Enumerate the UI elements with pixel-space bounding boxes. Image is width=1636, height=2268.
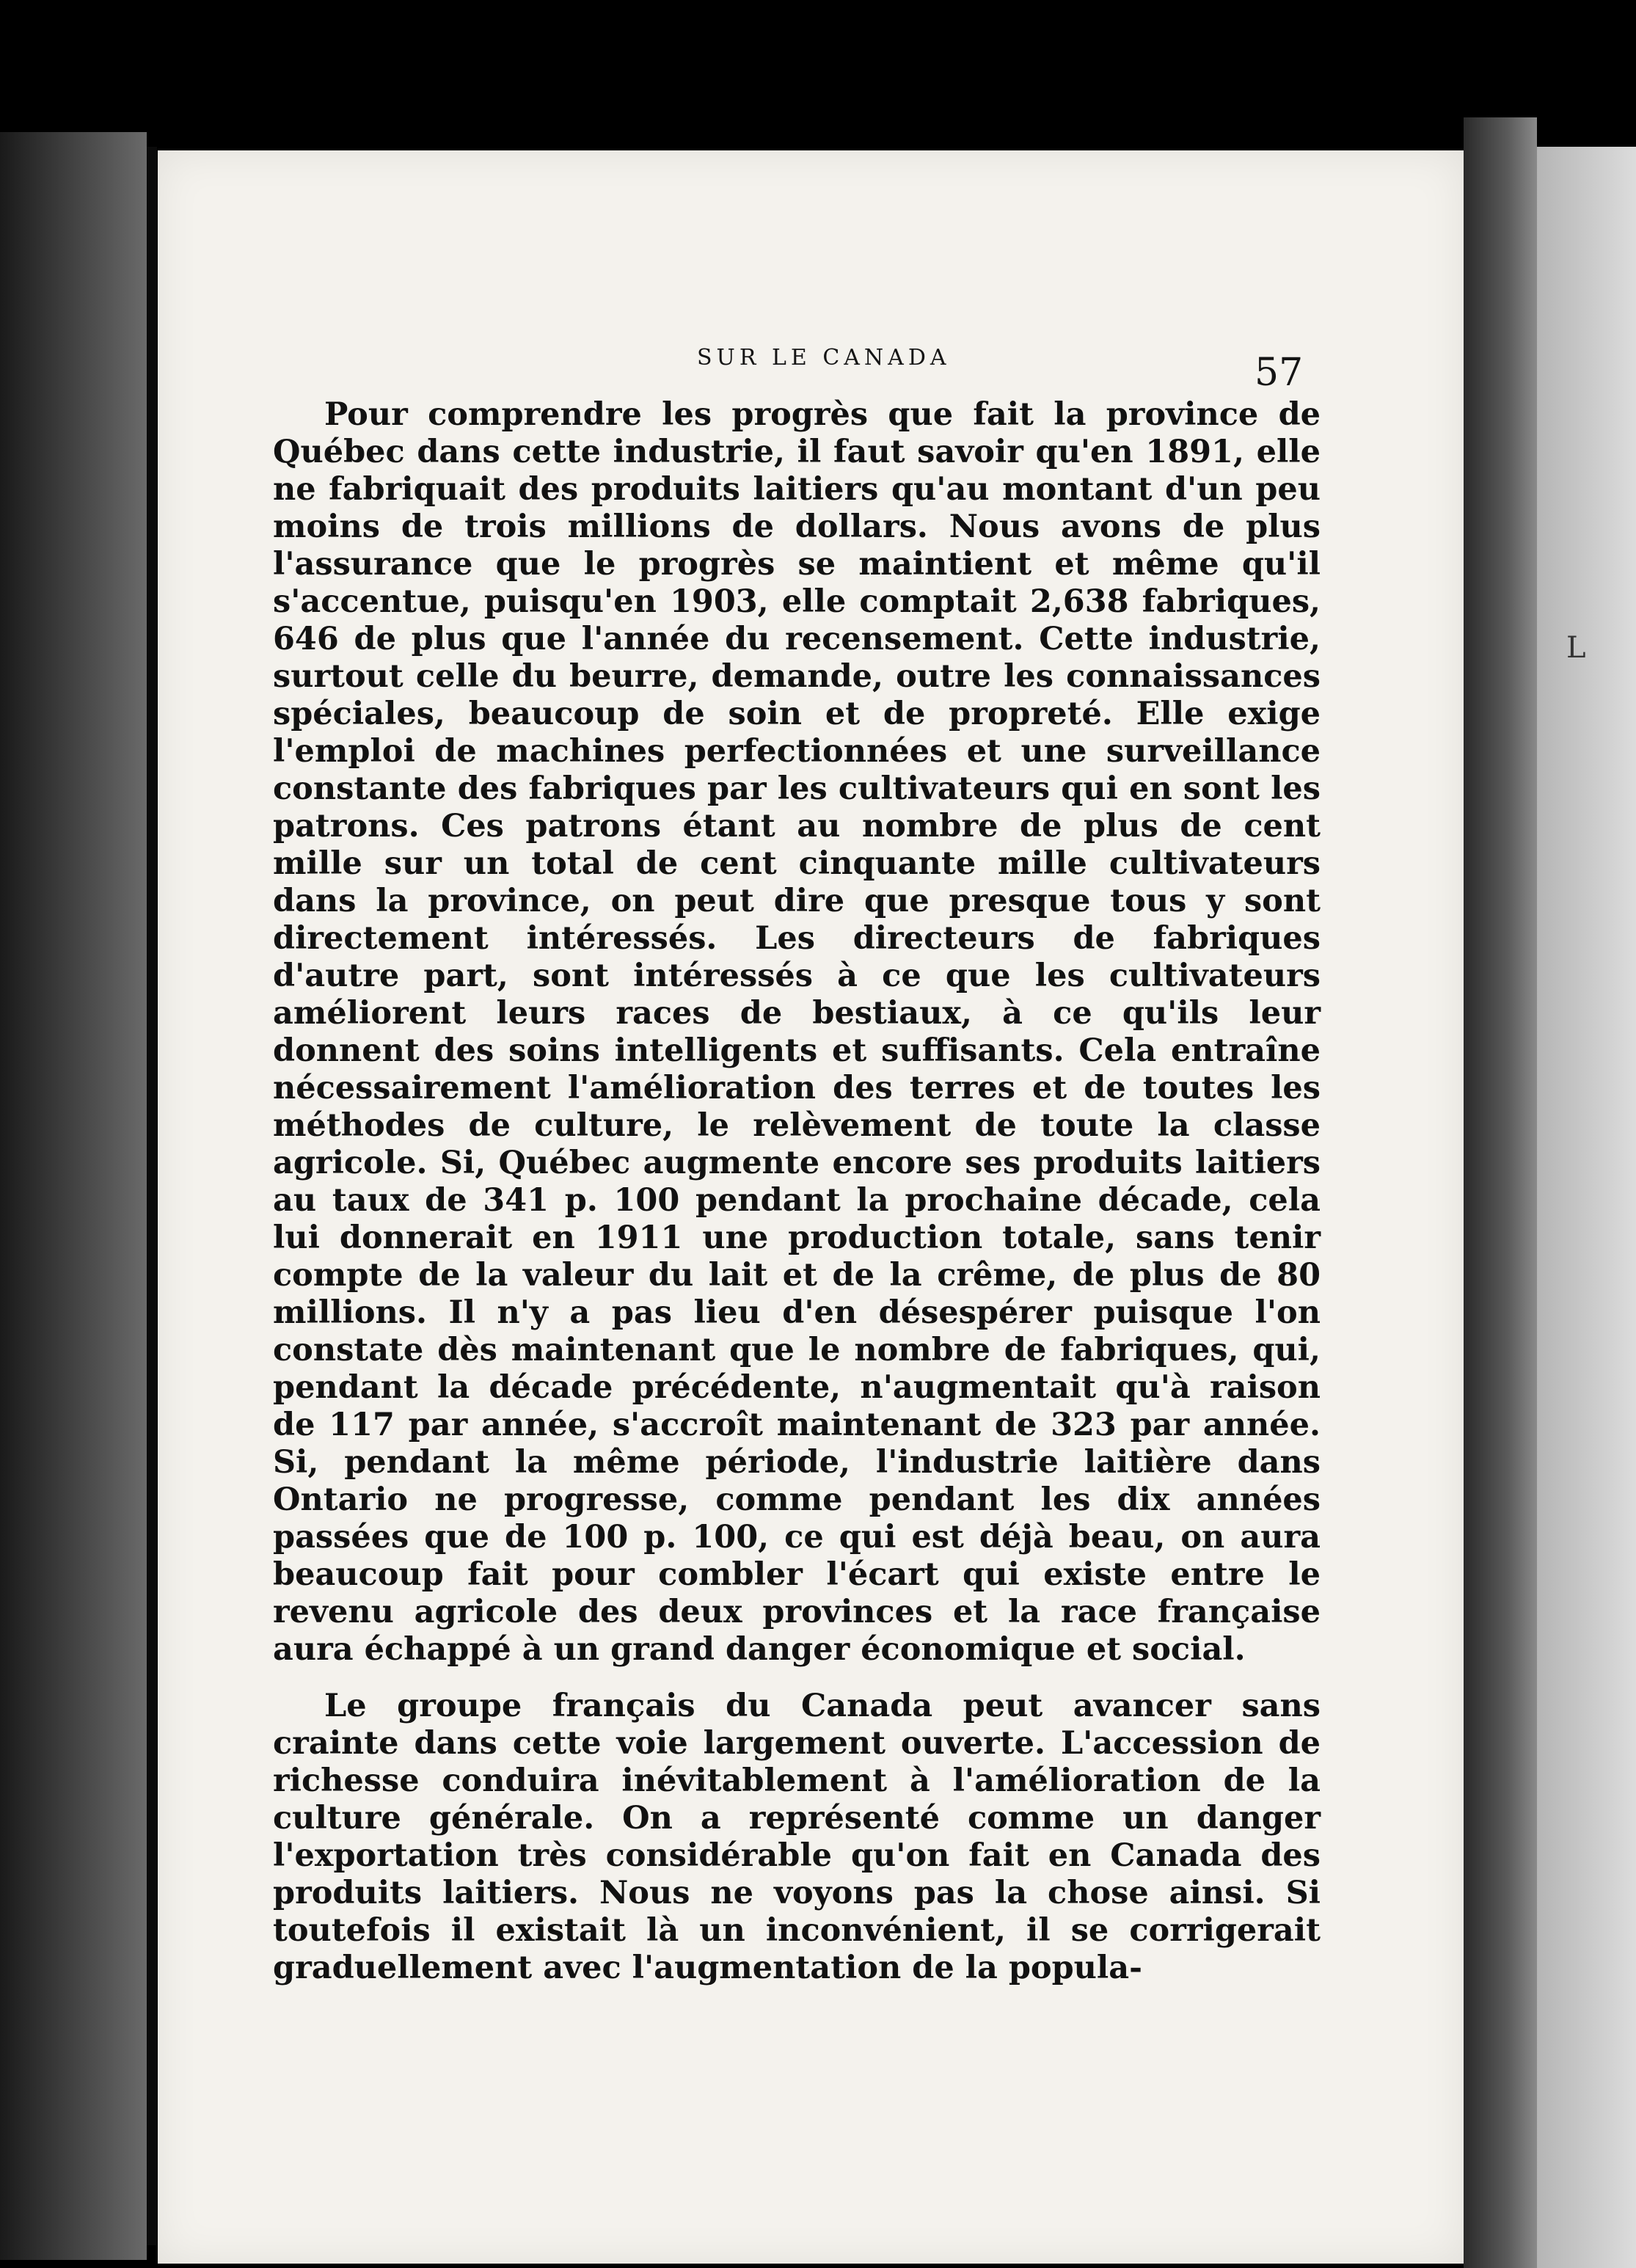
paragraph-1: Pour comprendre les progrès que fait la province de Québec dans cette industrie, il faut savoir qu'en 1891, elle ne fabriquait des produits laitiers qu'au montant d'un peu moins de trois millions de dollars. Nous avons de plus l'assurance que le progrès se maintient et même qu'il s'accentue, puisqu'en 1903, elle comptait 2,638 fabriques, 646 de plus que l'année du recensement. Cette industrie, surtout celle du beurre, demande, outre les connaissances spéciales, beaucoup de soin et de propreté. Elle exige l'emploi de machines perfectionnées et une surveillance constante des fabriques par les cultivateurs qui en sont les patrons. Ces patrons étant au nombre de plus de cent mille sur un total de cent cinquante mille cultivateurs dans la province, on peut dire que presque tous y sont directement intéressés. Les directeurs de fabriques d'autre part, sont intéressés à ce que les cultivateurs améliorent leurs races de bestiaux, à ce qu'ils leur donnent des soins intelligents et suffisants. Cela entraîne nécessairement l'amélioration des terres et de toutes les méthodes de culture, le relèvement de toute la classe agricole. Si, Québec augmente encore ses produits laitiers au taux de 341 p. 100 pendant la prochaine décade, cela lui donnerait en 1911 une production totale, sans tenir compte de la valeur du lait et de la crême, de plus de 80 millions. Il n'y a pas lieu d'en désespérer puisque l'on constate dès maintenant que le nombre de fabriques, qui, pendant la décade précédente, n'augmentait qu'à raison de 117 par année, s'accroît maintenant de 323 par année. Si, pendant la même période, l'industrie laitière dans Ontario ne progresse, comme pendant les dix années passées que de 100 p. 100, ce qui est déjà beau, on aura beaucoup fait pour combler l'écart qui existe entre le revenu agricole des deux provinces et la race française aura échappé à un grand danger économique et social. <box>273 396 1321 1668</box>
book-gutter <box>147 147 157 2245</box>
margin-mark: L <box>1566 631 1586 665</box>
book-fore-edge <box>1464 117 1537 2268</box>
previous-page-edge <box>0 132 147 2260</box>
running-head: SUR LE CANADA <box>697 345 951 371</box>
page-number: 57 <box>1255 351 1304 395</box>
page-body <box>273 396 1321 1987</box>
paragraph-2: Le groupe français du Canada peut avancer sans crainte dans cette voie largement ouverte. L'accession de richesse conduira inévitablement à l'amélioration de la culture générale. On a représenté comme un danger l'exportation très considérable qu'on fait en Canada des produits laitiers. Nous ne voyons pas la chose ainsi. Si toutefois il existait là un inconvénient, il se corrigerait graduellement avec l'augmentation de la popula- <box>273 1688 1321 1986</box>
scan-background <box>1537 147 1636 2268</box>
